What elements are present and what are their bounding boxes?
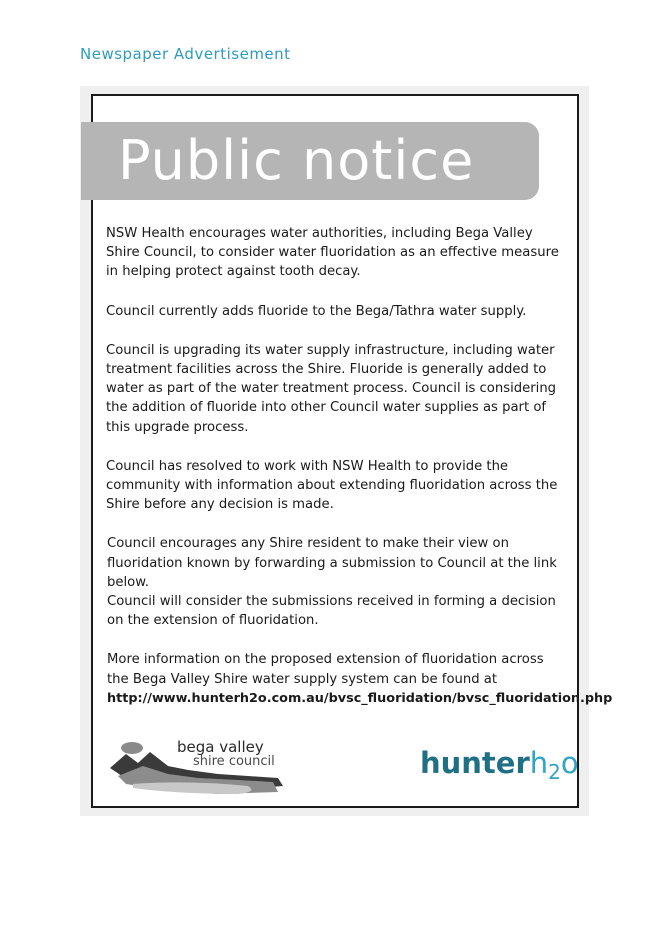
hunter-h2o-logo [420, 745, 579, 784]
more-info-text: More information on the proposed extension of fluoridation across the Bega Valley Shire water supply system can be found at [107, 652, 544, 687]
hunter-logo-h: h [529, 746, 549, 780]
hunter-logo-o: o [560, 746, 579, 780]
paragraph-nsw-health: NSW Health encourages water authorities, including Bega Valley Shire Council, to consider water fluoridation as an effective measure in helping protect against tooth decay. [106, 226, 559, 280]
paragraph-current-supply: Council currently adds fluoride to the Bega/Tathra water supply. [106, 303, 527, 319]
hunter-logo-word: hunter [420, 746, 530, 780]
paragraph-more-info [107, 650, 613, 708]
notice-title: Public notice [118, 129, 475, 192]
fluoridation-link[interactable]: http://www.hunterh2o.com.au/bvsc_fluoridation/bvsc_fluoridation.php [107, 690, 613, 706]
paragraph-submissions [107, 534, 566, 630]
notice-body [106, 224, 613, 728]
document-label: Newspaper Advertisement [80, 45, 291, 63]
bvsc-name-line2: shire council [193, 754, 275, 769]
paragraph-upgrade: Council is upgrading its water supply infrastructure, including water treatment facilities across the Shire. Fluoride is generally added to water as part of the water treatment process. Council is considering the addition of fluoride into other Council water supplies as part of this upgrade process. [106, 342, 557, 435]
paragraph-resolved: Council has resolved to work with NSW Health to provide the community with information about extending fluoridation across the Shire before any decision is made. [106, 458, 558, 513]
submission-invite: Council encourages any Shire resident to make their view on fluoridation known by forwarding a submission to Council at the link below. [107, 536, 557, 590]
hunter-logo-2: 2 [548, 760, 561, 784]
submission-consider: Council will consider the submissions received in forming a decision on the extension of fluoridation. [107, 594, 556, 629]
bvsc-name-line1: bega valley [177, 738, 264, 756]
